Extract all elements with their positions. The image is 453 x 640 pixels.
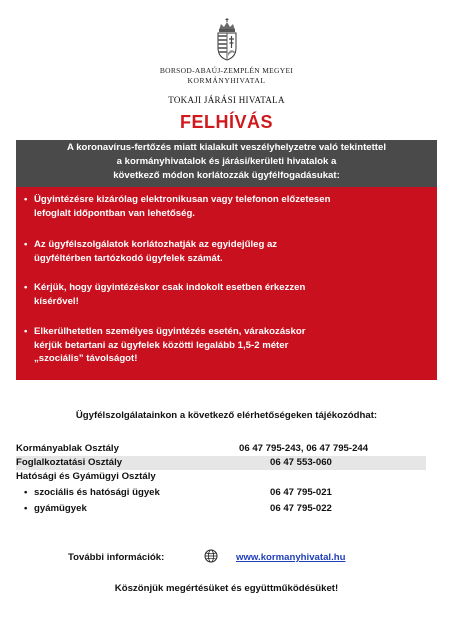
rule-line: kísérővel! (34, 295, 79, 307)
phone-number: 06 47 795-021 (270, 487, 332, 498)
office-name-line1: BORSOD-ABAÚJ-ZEMPLÉN MEGYEI (159, 66, 294, 75)
thanks-text: Köszönjük megértésüket és együttműködésüket! (114, 583, 339, 594)
bullet-icon: • (24, 326, 28, 337)
phone-number: 06 47 553-060 (270, 457, 332, 468)
rule-line: kérjük betartani az ügyfelek közötti legalább 1,5-2 méter (34, 339, 289, 351)
rule-line: „szociális” távolságot! (34, 353, 138, 364)
contact-row (16, 486, 426, 500)
notice-title: FELHÍVÁS (179, 112, 273, 132)
availability-heading: Ügyfélszolgálatainkon a következő elérhetőségeken tájékozódhat: (75, 410, 378, 421)
contact-row (16, 470, 426, 484)
rules-box (16, 187, 437, 380)
phone-number: 06 47 795-022 (270, 503, 332, 514)
globe-icon (204, 549, 218, 563)
intro-line: következő módon korlátozzák ügyfélfogadásukat: (113, 170, 340, 181)
rule-line: Az ügyfélszolgálatok korlátozhatják az egyidejűleg az (34, 239, 278, 250)
rule-line: lefoglalt időpontban van lehetőség. (34, 207, 195, 219)
rule-line: ügyféltérben tartózkodó ügyfelek számát. (34, 252, 223, 264)
rule-line: Ügyintézésre kizárólag elektronikusan vagy telefonon előzetesen (34, 194, 331, 205)
intro-line: A koronavírus-fertőzés miatt kialakult veszélyhelyzetre való tekintettel (66, 142, 387, 153)
bullet-icon: • (24, 282, 28, 293)
district-office-name: TOKAJI JÁRÁSI HIVATALA (168, 95, 285, 105)
department-name: Kormányablak Osztály (16, 443, 119, 454)
bullet-icon: • (24, 487, 28, 498)
contact-row (16, 502, 426, 516)
hungarian-coat-of-arms-icon (213, 18, 241, 62)
more-info-label: További információk: (68, 552, 165, 563)
bullet-icon: • (24, 194, 28, 205)
department-name: szociális és hatósági ügyek (34, 487, 160, 498)
website-link[interactable]: www.kormanyhivatal.hu (236, 552, 346, 563)
department-name: Hatósági és Gyámügyi Osztály (16, 471, 156, 482)
bullet-icon: • (24, 239, 28, 250)
rule-line: Kérjük, hogy ügyintézéskor csak indokolt esetben érkezzen (34, 282, 306, 293)
office-name-line2: KORMÁNYHIVATAL (187, 76, 266, 85)
contact-row (16, 442, 426, 456)
phone-number: 06 47 795-243, 06 47 795-244 (239, 443, 369, 454)
contact-row (16, 456, 426, 470)
department-name: Foglalkoztatási Osztály (16, 457, 123, 468)
rule-line: Elkerülhetetlen személyes ügyintézés esetén, várakozáskor (34, 326, 306, 337)
intro-line: a kormányhivatalok és járási/kerületi hivatalok a (116, 156, 337, 167)
department-name: gyámügyek (34, 503, 87, 514)
bullet-icon: • (24, 503, 28, 514)
intro-banner (16, 140, 437, 187)
